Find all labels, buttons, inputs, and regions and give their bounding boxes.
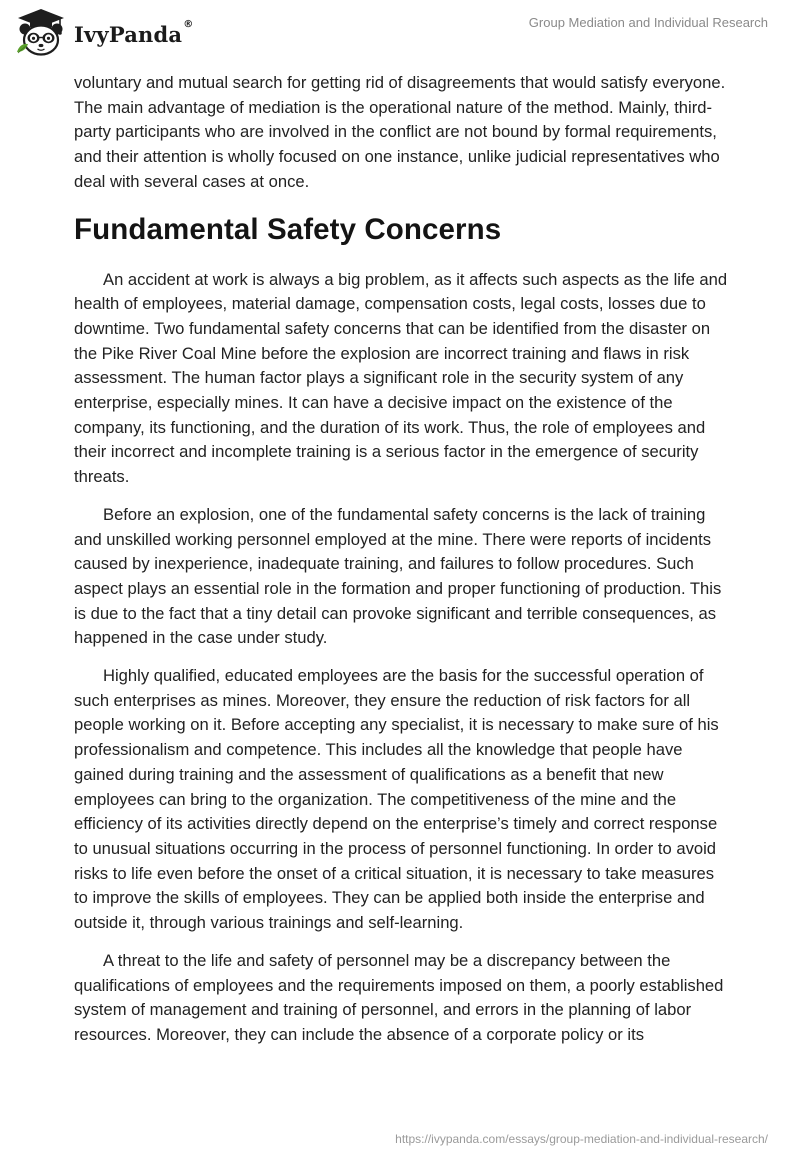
document-title: Group Mediation and Individual Research bbox=[528, 15, 768, 30]
brand-name: IvyPanda® bbox=[74, 18, 194, 47]
panda-graduate-icon bbox=[14, 8, 68, 58]
body-paragraph-1: An accident at work is always a big problem, as it affects such aspects as the life and health of employees, material damage, compensation costs, legal costs, losses due to downtime. Two fundamental safety concerns that can be identified from the disaster on the Pike River Coal Mine before the explosion are incorrect training and flaws in risk assessment. The human factor plays a significant role in the security system of any enterprise, especially mines. It can have a decisive impact on the existence of the company, its functioning, and the duration of its work. Thus, the role of employees and their incorrect and incomplete training is a serious factor in the emergence of security threats. bbox=[74, 269, 728, 487]
registered-mark: ® bbox=[183, 18, 194, 30]
section-heading: Fundamental Safety Concerns bbox=[74, 212, 502, 246]
source-url[interactable]: https://ivypanda.com/essays/group-mediation-and-individual-research/ bbox=[395, 1132, 768, 1146]
lead-paragraph: voluntary and mutual search for getting rid of disagreements that would satisfy everyone. The main advantage of mediation is the operational nature of the method. Mainly, third-party participants who are involved in the conflict are not bound by formal requirements, and their attention is wholly focused on one instance, unlike judicial representatives who deal with several cases at once. bbox=[74, 73, 726, 191]
body-paragraph-3: Highly qualified, educated employees are the basis for the successful operation of such enterprises as mines. Moreover, they ensure the reduction of risk factors for all people working on it. Before accepting any specialist, it is necessary to make sure of his professionalism and competence. This includes all the knowledge that people have gained during training and the assessment of qualifications as a benefit that new employees can bring to the organization. The competitiveness of the mine and the efficiency of its activities directly depend on the enterprise’s timely and correct response to unusual situations occurring in the process of personnel functioning. In order to avoid risks to life even before the onset of a critical situation, it is necessary to take measures to improve the skills of employees. They can be applied both inside the enterprise and outside it, through various trainings and self-learning. bbox=[74, 666, 719, 933]
essay-body bbox=[74, 71, 732, 1048]
body-paragraph-4: A threat to the life and safety of personnel may be a discrepancy between the qualifications of employees and the requirements imposed on them, a poorly established system of management and training of personnel, and errors in the planning of labor resources. Moreover, they can include the absence of a corporate policy or its bbox=[74, 950, 724, 1044]
body-paragraph-2: Before an explosion, one of the fundamental safety concerns is the lack of training and unskilled working personnel employed at the mine. There were reports of incidents caused by inexperience, inadequate training, and failures to follow procedures. Such aspect plays an essential role in the formation and proper functioning of production. This is due to the fact that a tiny detail can provoke significant and terrible consequences, as happened in the case under study. bbox=[74, 504, 722, 648]
ivypanda-logo[interactable] bbox=[14, 8, 193, 58]
page-header bbox=[0, 0, 800, 70]
